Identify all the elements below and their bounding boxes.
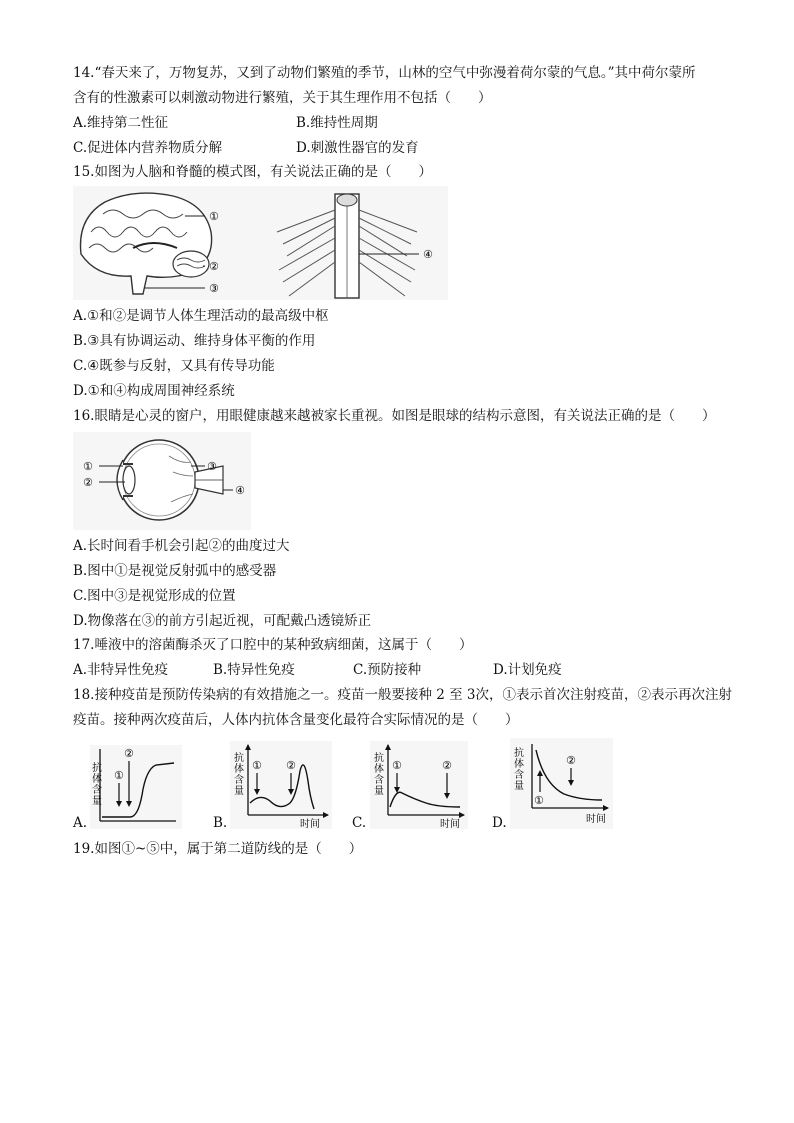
chart-a-marker1: ① [114, 769, 124, 782]
chart-b-marker1: ① [252, 759, 262, 772]
q17-stem: 17.唾液中的溶菌酶杀灭了口腔中的某种致病细菌，这属于（ ） [73, 637, 473, 653]
brain-spine-figure [73, 186, 448, 300]
q15-option-a[interactable]: A.①和②是调节人体生理活动的最高级中枢 [73, 308, 329, 324]
chart-a-y3: 含 [92, 785, 102, 796]
chart-d-y3: 含 [514, 770, 524, 781]
chart-a-y1: 抗 [92, 763, 102, 774]
q18-chart-c[interactable] [370, 741, 468, 829]
eye-label-3: ③ [207, 460, 217, 473]
q18-option-d-letter[interactable]: D. [492, 815, 507, 831]
q15-option-d[interactable]: D.①和④构成周围神经系统 [73, 383, 235, 399]
q14-option-c[interactable]: C.促进体内营养物质分解 [73, 140, 223, 156]
q17-option-b[interactable]: B.特异性免疫 [213, 662, 295, 678]
chart-c-arrow-2 [444, 793, 450, 799]
chart-c-y4: 量 [374, 786, 384, 797]
chart-a-marker2: ② [124, 747, 134, 760]
q17-option-a[interactable]: A.非特异性免疫 [73, 662, 169, 678]
chart-d-y2: 体 [514, 759, 524, 770]
q18-stem-line2: 疫苗。接种两次疫苗后，人体内抗体含量变化最符合实际情况的是（ ） [73, 712, 519, 728]
q17-option-c[interactable]: C.预防接种 [353, 662, 422, 678]
q17-option-d[interactable]: D.计划免疫 [493, 662, 562, 678]
q18-chart-d[interactable] [510, 738, 613, 829]
q14-option-a[interactable]: A.维持第二性征 [73, 115, 169, 131]
q14-option-b[interactable]: B.维持性周期 [296, 115, 378, 131]
chart-d-marker2: ② [566, 754, 576, 767]
chart-c-y2: 体 [374, 764, 384, 775]
chart-d-xlabel: 时间 [586, 814, 606, 825]
chart-a-curve [102, 763, 174, 817]
chart-c-xlabel: 时间 [440, 819, 460, 829]
brain-label-3: ③ [209, 282, 219, 295]
q18-option-c-letter[interactable]: C. [352, 815, 367, 831]
q15-option-c[interactable]: C.④既参与反射，又具有传导功能 [73, 358, 275, 374]
chart-b-y3: 含 [234, 775, 244, 786]
chart-d-y4: 量 [514, 781, 524, 792]
chart-b-y1: 抗 [234, 753, 244, 764]
chart-d-y1: 抗 [514, 748, 524, 759]
q18-stem-line1: 18.接种疫苗是预防传染病的有效措施之一。疫苗一般要接种 2 至 3次，①表示首次注射疫苗，②表示再次注射 [73, 687, 733, 703]
chart-d-arrow-1 [537, 770, 543, 776]
chart-c-curve [390, 792, 460, 807]
eye-label-4: ④ [235, 484, 245, 497]
q16-stem: 16.眼睛是心灵的窗户，用眼健康越来越被家长重视。如图是眼球的结构示意图，有关说法正确的是（ ） [73, 408, 716, 424]
brain-label-1: ① [209, 210, 219, 223]
q14-option-d[interactable]: D.刺激性器官的发育 [296, 140, 419, 156]
chart-c-y3: 含 [374, 775, 384, 786]
q18-chart-b[interactable] [230, 741, 332, 829]
chart-c-marker2: ② [442, 759, 452, 772]
q19-stem: 19.如图①~⑤中，属于第二道防线的是（ ） [73, 841, 363, 857]
chart-b-arrow-2 [288, 789, 294, 795]
eyeball-figure [73, 432, 251, 530]
chart-a-y4: 量 [92, 796, 102, 807]
q16-option-c[interactable]: C.图中③是视觉形成的位置 [73, 588, 236, 604]
chart-c-y1: 抗 [374, 753, 384, 764]
q18-chart-a[interactable] [90, 745, 182, 829]
brain-spine-drawing [73, 186, 448, 300]
chart-b-y4: 量 [234, 786, 244, 797]
chart-d-marker1: ① [534, 794, 544, 807]
chart-c-marker1: ① [392, 759, 402, 772]
chart-d-arrow-2 [568, 780, 574, 786]
q15-stem: 15.如图为人脑和脊髓的模式图，有关说法正确的是（ ） [73, 164, 432, 180]
chart-a-y2: 体 [92, 774, 102, 785]
chart-b-y2: 体 [234, 764, 244, 775]
chart-b-arrow-1 [254, 789, 260, 795]
q15-option-b[interactable]: B.③具有协调运动、维持身体平衡的作用 [73, 333, 316, 349]
chart-b-marker2: ② [286, 759, 296, 772]
q14-stem-line2: 含有的性激素可以刺激动物进行繁殖，关于其生理作用不包括（ ） [73, 90, 492, 106]
chart-b-xlabel: 时间 [300, 819, 320, 829]
q18-option-b-letter[interactable]: B. [213, 815, 228, 831]
chart-a-arrow-2 [126, 801, 132, 807]
q16-option-a[interactable]: A.长时间看手机会引起②的曲度过大 [73, 538, 290, 554]
spine-label-4: ④ [423, 248, 433, 261]
eye-label-2: ② [83, 476, 93, 489]
eyeball-drawing [73, 432, 251, 530]
q18-option-a-letter[interactable]: A. [73, 815, 88, 831]
q16-option-d[interactable]: D.物像落在③的前方引起近视，可配戴凸透镜矫正 [73, 613, 372, 629]
brain-label-2: ② [209, 260, 219, 273]
eye-label-1: ① [83, 460, 93, 473]
q16-option-b[interactable]: B.图中①是视觉反射弧中的感受器 [73, 563, 277, 579]
chart-a-arrow-1 [116, 801, 122, 807]
q14-stem-line1: 14.“春天来了，万物复苏，又到了动物们繁殖的季节，山林的空气中弥漫着荷尔蒙的气息。”其中荷尔蒙所 [73, 65, 696, 81]
